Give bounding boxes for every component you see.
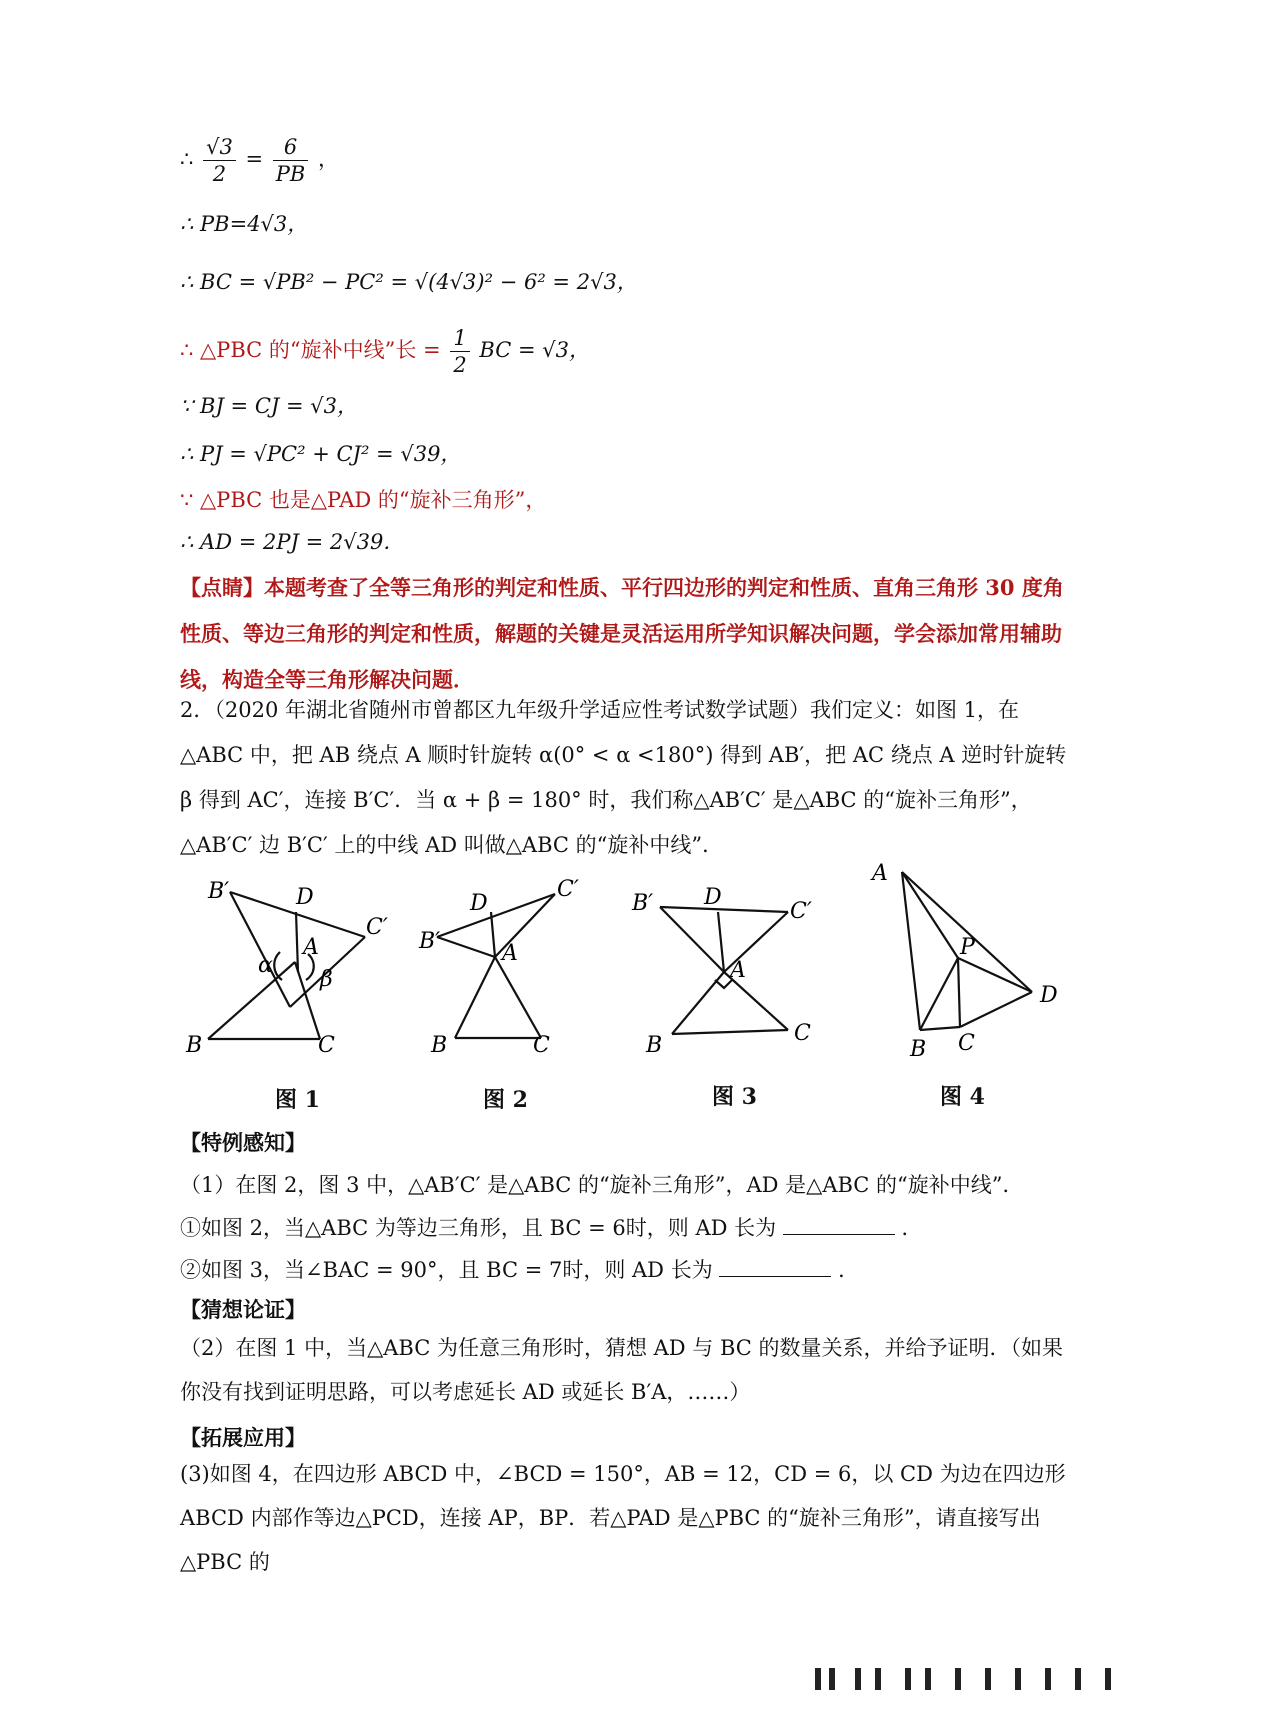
question-1b-text: ②如图 3，当∠BAC = 90°，且 BC = 7时，则 AD 长为: [180, 1258, 713, 1282]
solution-line-3: ∴ BC = √PB² − PC² = √(4√3)² − 6² = 2√3，: [180, 270, 638, 294]
therefore-symbol: ∴: [180, 147, 194, 171]
figure-1-caption: 图 1: [275, 1087, 320, 1113]
section-tzyy: 【拓展应用】: [180, 1425, 306, 1450]
problem-2-statement: 2．（2020 年湖北省随州市曾都区九年级升学适应性考试数学试题）我们定义：如图 1，在 △ABC 中，把 AB 绕点 A 顺时针旋转 α(0° < α <180°) 得到 AB′，把 AC 绕点 A 逆时针旋转 β 得到 AC′，连接 B′C′．当 α + β = 180° 时，我们称△AB′C′ 是△ABC 的“旋补三角形”，△AB′C′ 边 B′C′ 上的中线 AD 叫做△ABC 的“旋补中线”．: [180, 698, 1067, 857]
fig2-label-d: D: [470, 891, 488, 916]
fig4-label-p: P: [960, 935, 975, 960]
question-1a: [180, 1216, 923, 1241]
fraction-numerator: 1: [450, 325, 469, 352]
fig2-label-b: B: [431, 1033, 448, 1058]
fig1-label-alpha: α: [258, 953, 273, 978]
figure-4-caption: 图 4: [940, 1084, 985, 1110]
fraction-sqrt3-over-2: [203, 134, 236, 187]
fig1-label-d: D: [296, 885, 314, 910]
fig4-label-b: B: [910, 1037, 927, 1062]
question-1: （1）在图 2，图 3 中，△AB′C′ 是△ABC 的“旋补三角形”，AD 是△ABC 的“旋补中线”．: [180, 1173, 1024, 1197]
rotation-median-value: BC = √3，: [479, 338, 590, 362]
fraction-6-over-pb: [273, 134, 309, 187]
figure-4: [860, 850, 1090, 1070]
figure-2: [419, 862, 625, 1062]
solution-line-8: ∴ AD = 2PJ = 2√39．: [180, 530, 405, 554]
question-3: (3)如图 4，在四边形 ABCD 中，∠BCD = 150°，AB = 12，CD = 6，以 CD 为边在四边形 ABCD 内部作等边△PCD，连接 AP，BP．若△PAD 是△PBC 的“旋补三角形”，请直接写出△PBC 的: [180, 1462, 1066, 1574]
fraction-numerator: 6: [273, 134, 309, 161]
question-1a-text: ①如图 2，当△ABC 为等边三角形，且 BC = 6时，则 AD 长为: [180, 1216, 777, 1240]
solution-line-2: ∴ PB=4√3，: [180, 212, 309, 236]
fig1-label-beta: β: [320, 967, 333, 992]
fraction-half: [450, 325, 469, 378]
fraction-denominator: 2: [453, 353, 467, 377]
question-1a-end: ．: [901, 1216, 923, 1240]
fig3-label-c-prime: C′: [790, 899, 812, 924]
figure-2-caption: 图 2: [483, 1087, 528, 1113]
fig3-label-b-prime: B′: [632, 891, 654, 916]
comma: ，: [318, 147, 340, 171]
rotation-median-text: ∴ △PBC 的“旋补中线”长 =: [180, 338, 441, 362]
fig1-label-c-prime: C′: [366, 915, 388, 940]
fig3-label-d: D: [704, 885, 722, 910]
question-1b-end: ．: [838, 1258, 860, 1282]
fig2-label-b-prime: B′: [419, 929, 441, 954]
dianjing-paragraph: 【点睛】本题考查了全等三角形的判定和性质、平行四边形的判定和性质、直角三角形 30 度角性质、等边三角形的判定和性质，解题的关键是灵活运用所学知识解决问题，学会添加常用辅助线，构造全等三角形解决问题．: [180, 575, 1064, 692]
fig1-label-b-prime: B′: [208, 879, 230, 904]
fig3-label-b: B: [646, 1033, 663, 1058]
fraction-numerator: √3: [203, 134, 236, 161]
figure-1: [180, 862, 410, 1062]
solution-line-7: ∵ △PBC 也是△PAD 的“旋补三角形”，: [180, 488, 547, 512]
fig4-label-c: C: [958, 1031, 975, 1056]
figure-3-caption: 图 3: [712, 1084, 757, 1110]
equals-sign: =: [245, 147, 264, 171]
fig3-label-c: C: [794, 1021, 811, 1046]
fig1-label-b: B: [186, 1033, 203, 1058]
figure-3: [632, 862, 838, 1062]
fig2-label-c: C: [533, 1033, 550, 1058]
solution-line-4: [180, 325, 590, 378]
section-tlgz: 【特例感知】: [180, 1130, 306, 1155]
solution-line-1: [180, 134, 339, 187]
fig1-label-a: A: [303, 935, 319, 960]
section-cxlz: 【猜想论证】: [180, 1297, 306, 1322]
fig2-label-c-prime: C′: [557, 877, 579, 902]
fig2-label-a: A: [502, 941, 518, 966]
answer-blank-1a[interactable]: [783, 1216, 895, 1235]
question-2: （2）在图 1 中，当△ABC 为任意三角形时，猜想 AD 与 BC 的数量关系，并给予证明．（如果你没有找到证明思路，可以考虑延长 AD 或延长 B′A，……）: [180, 1336, 1064, 1404]
bottom-overlay: [785, 1660, 1165, 1700]
fraction-denominator: 2: [212, 162, 227, 186]
question-1b: [180, 1258, 859, 1283]
fig1-label-c: C: [318, 1033, 335, 1058]
fig3-label-a: A: [730, 958, 746, 983]
fig4-label-d: D: [1040, 983, 1058, 1008]
solution-line-5: ∵ BJ = CJ = √3，: [180, 394, 359, 418]
fig4-label-a: A: [872, 861, 888, 886]
fraction-denominator: PB: [275, 162, 306, 186]
solution-line-6: ∴ PJ = √PC² + CJ² = √39，: [180, 442, 462, 466]
answer-blank-1b[interactable]: [719, 1258, 831, 1277]
